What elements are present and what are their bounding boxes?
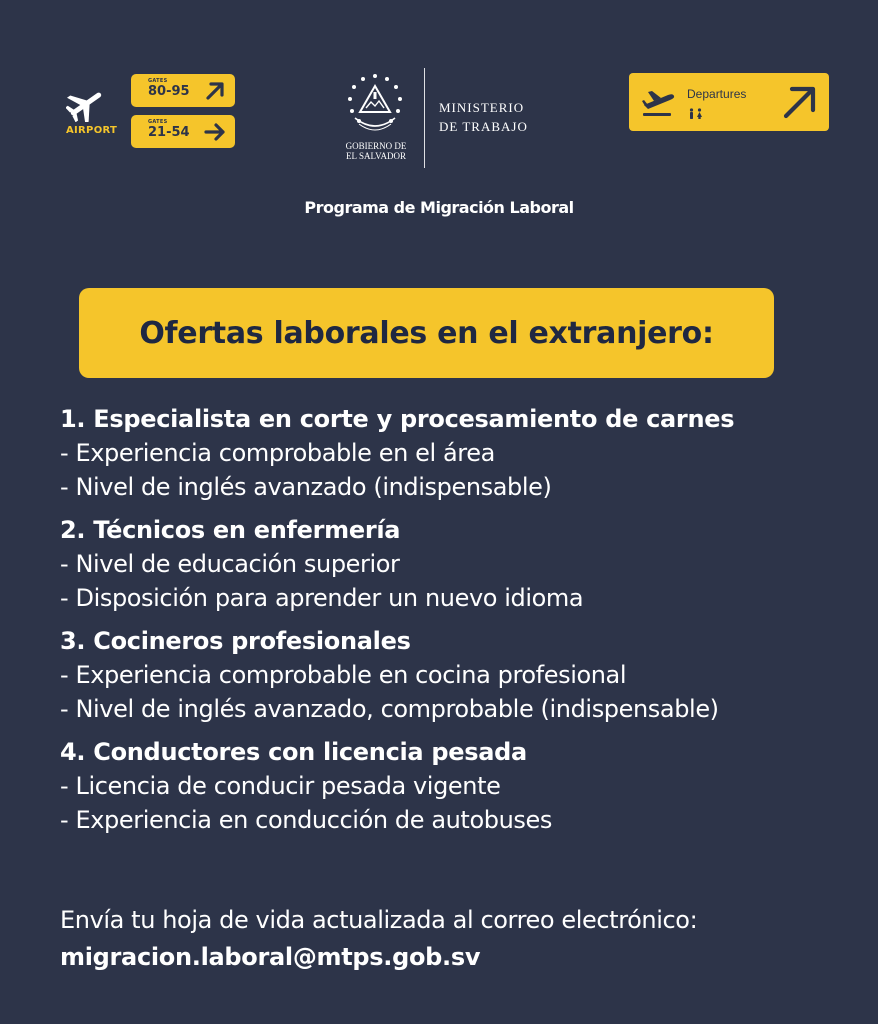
gate-sign-range: 21-54 — [148, 125, 190, 140]
ministry-name — [439, 98, 528, 136]
contact-email: migracion.laboral@mtps.gob.sv — [60, 943, 481, 971]
arrow-up-right-icon — [781, 83, 819, 121]
departures-label: Departures — [687, 87, 747, 101]
job-offer — [60, 402, 860, 504]
job-offer-title: 2. Técnicos en enfermería — [60, 516, 401, 544]
coat-of-arms-logo — [343, 72, 407, 138]
ministry-name-line: MINISTERIO — [439, 100, 525, 115]
government-name-line: EL SALVADOR — [346, 151, 406, 161]
job-requirement: - Disposición para aprender un nuevo idioma — [60, 584, 584, 612]
airplane-icon — [66, 86, 106, 122]
job-offer — [60, 735, 860, 837]
job-requirement: - Experiencia comprobable en cocina profesional — [60, 661, 627, 689]
logo-divider — [424, 68, 425, 168]
job-offer-title: 1. Especialista en corte y procesamiento de carnes — [60, 405, 735, 433]
page-title: Programa de Migración Laboral — [304, 198, 574, 217]
job-requirement: - Nivel de educación superior — [60, 550, 400, 578]
job-offer — [60, 624, 860, 726]
arrow-right-icon — [204, 121, 226, 143]
job-offers-list — [60, 402, 860, 846]
job-offer-title: 3. Cocineros profesionales — [60, 627, 411, 655]
government-name-line: GOBIERNO DE — [345, 141, 407, 151]
gate-sign-label: GATES — [148, 78, 168, 84]
job-requirement: - Experiencia comprobable en el área — [60, 439, 495, 467]
gate-sign — [131, 74, 235, 107]
gate-sign-label: GATES — [148, 119, 168, 125]
restroom-icon — [688, 108, 704, 120]
call-to-action: Envía tu hoja de vida actualizada al correo electrónico: — [60, 906, 698, 934]
job-requirement: - Licencia de conducir pesada vigente — [60, 772, 501, 800]
job-requirement: - Experiencia en conducción de autobuses — [60, 806, 552, 834]
job-offer-title: 4. Conductores con licencia pesada — [60, 738, 527, 766]
job-requirement: - Nivel de inglés avanzado (indispensable) — [60, 473, 552, 501]
job-requirement: - Nivel de inglés avanzado, comprobable (indispensable) — [60, 695, 719, 723]
offers-banner — [79, 288, 774, 378]
arrow-up-right-icon — [204, 80, 226, 102]
gate-sign-range: 80-95 — [148, 84, 190, 99]
ministry-name-line: DE TRABAJO — [439, 119, 528, 134]
departures-sign — [629, 73, 829, 131]
government-name — [334, 141, 418, 161]
airport-label: AIRPORT — [66, 125, 118, 136]
gate-sign — [131, 115, 235, 148]
job-offer — [60, 513, 860, 615]
departure-plane-icon — [640, 89, 676, 117]
offers-banner-text: Ofertas laborales en el extranjero: — [139, 315, 714, 351]
